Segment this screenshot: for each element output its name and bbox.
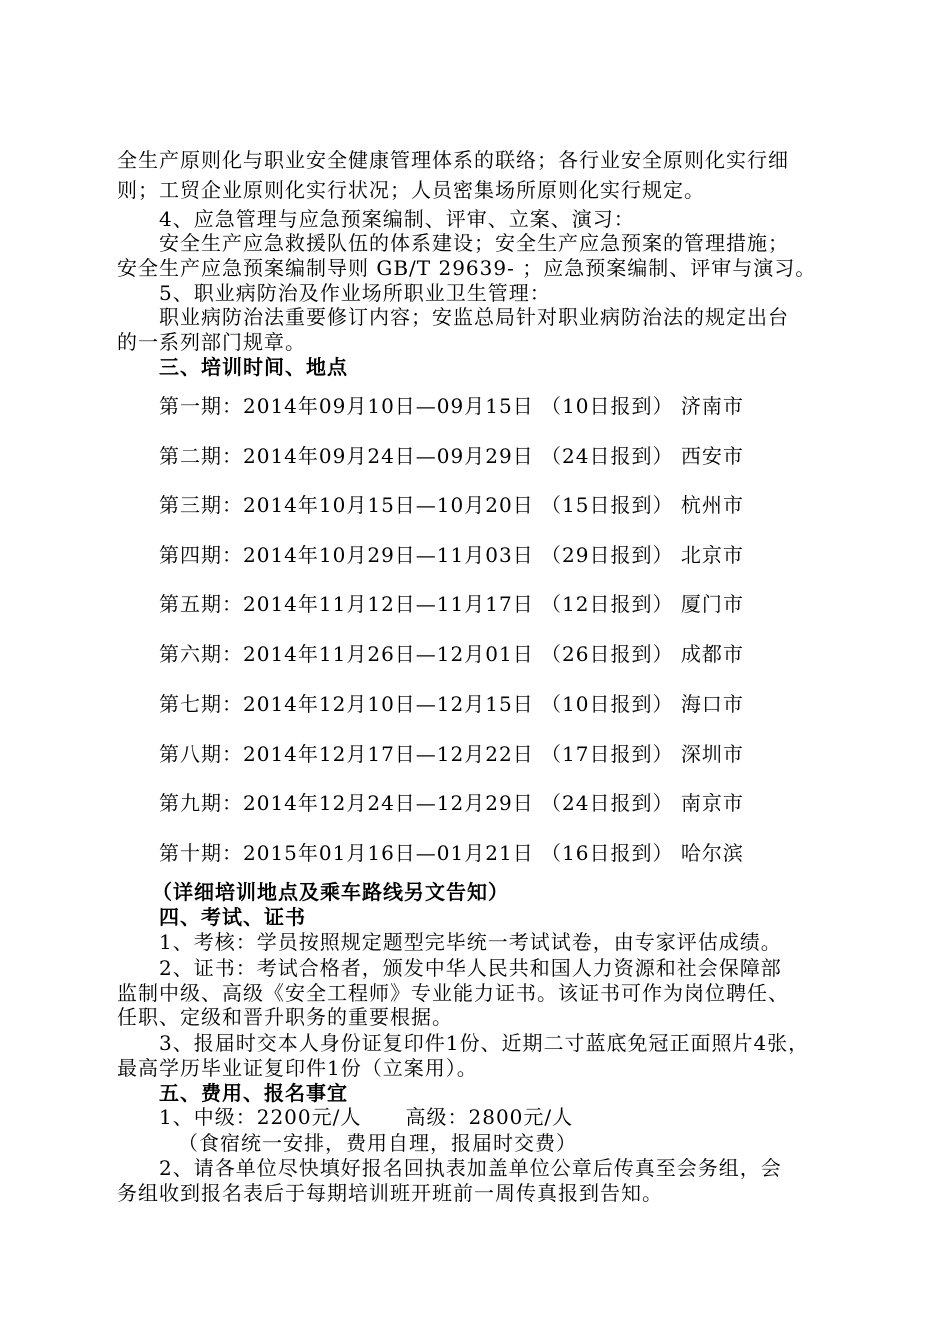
list-item-heading: 4、应急管理与应急预案编制、评审、立案、演习：: [159, 207, 635, 231]
list-item-heading: 5、职业病防治及作业场所职业卫生管理：: [159, 281, 551, 305]
paragraph-line: 则；工贸企业原则化实行状况；人员密集场所原则化实行规定。: [117, 178, 705, 202]
fee-line: 1、中级：2200元/人 高级：2800元/人: [159, 1105, 574, 1129]
schedule-row: 第二期：2014年09月24日—09月29日 （24日报到） 西安市: [159, 444, 744, 468]
schedule-row: 第七期：2014年12月10日—12月15日 （10日报到） 海口市: [159, 692, 744, 716]
schedule-row: 第九期：2014年12月24日—12月29日 （24日报到） 南京市: [159, 791, 744, 815]
paragraph-line: 3、报届时交本人身份证复印件1份、近期二寸蓝底免冠正面照片4张，: [159, 1031, 810, 1055]
paragraph-line: 安全生产应急救援队伍的体系建设；安全生产应急预案的管理措施；: [159, 231, 789, 255]
section-heading: 五、费用、报名事宜: [159, 1081, 348, 1105]
paragraph-line: 务组收到报名表后于每期培训班开班前一周传真报到告知。: [117, 1181, 663, 1205]
schedule-row: 第五期：2014年11月12日—11月17日 （12日报到） 厦门市: [159, 592, 744, 616]
schedule-row: 第三期：2014年10月15日—10月20日 （15日报到） 杭州市: [159, 493, 744, 517]
paragraph-line: 职业病防治法重要修订内容；安监总局针对职业病防治法的规定出台: [159, 305, 789, 329]
paragraph-line: 2、证书：考试合格者，颁发中华人民共和国人力资源和社会保障部: [159, 956, 782, 980]
paragraph-line: 全生产原则化与职业安全健康管理体系的联络；各行业安全原则化实行细: [117, 148, 789, 172]
section-heading: 四、考试、证书: [159, 905, 306, 929]
paragraph-line: 2、请各单位尽快填好报名回执表加盖单位公章后传真至会务组，会: [159, 1156, 782, 1180]
schedule-row: 第八期：2014年12月17日—12月22日 （17日报到） 深圳市: [159, 742, 744, 766]
schedule-row: 第一期：2014年09月10日—09月15日 （10日报到） 济南市: [159, 394, 744, 418]
paragraph-line: 的一系列部门规章。: [117, 330, 306, 354]
fee-note: （食宿统一安排，费用自理，报届时交费）: [178, 1131, 577, 1155]
paragraph-line: 最高学历毕业证复印件1份（立案用）。: [117, 1056, 478, 1080]
section-heading: 三、培训时间、地点: [159, 355, 348, 379]
paragraph-line: 安全生产应急预案编制导则 GB/T 29639- ；应急预案编制、评审与演习。: [117, 256, 817, 280]
schedule-note: （详细培训地点及乘车路线另文告知）: [152, 880, 509, 904]
paragraph-line: 1、考核：学员按照规定题型完毕统一考试试卷，由专家评估成绩。: [159, 930, 782, 954]
schedule-row: 第六期：2014年11月26日—12月01日 （26日报到） 成都市: [159, 642, 744, 666]
schedule-row: 第四期：2014年10月29日—11月03日 （29日报到） 北京市: [159, 543, 744, 567]
paragraph-line: 监制中级、高级《安全工程师》专业能力证书。该证书可作为岗位聘任、: [117, 981, 789, 1005]
schedule-row: 第十期：2015年01月16日—01月21日 （16日报到） 哈尔滨: [159, 841, 744, 865]
paragraph-line: 任职、定级和晋升职务的重要根据。: [117, 1005, 453, 1029]
